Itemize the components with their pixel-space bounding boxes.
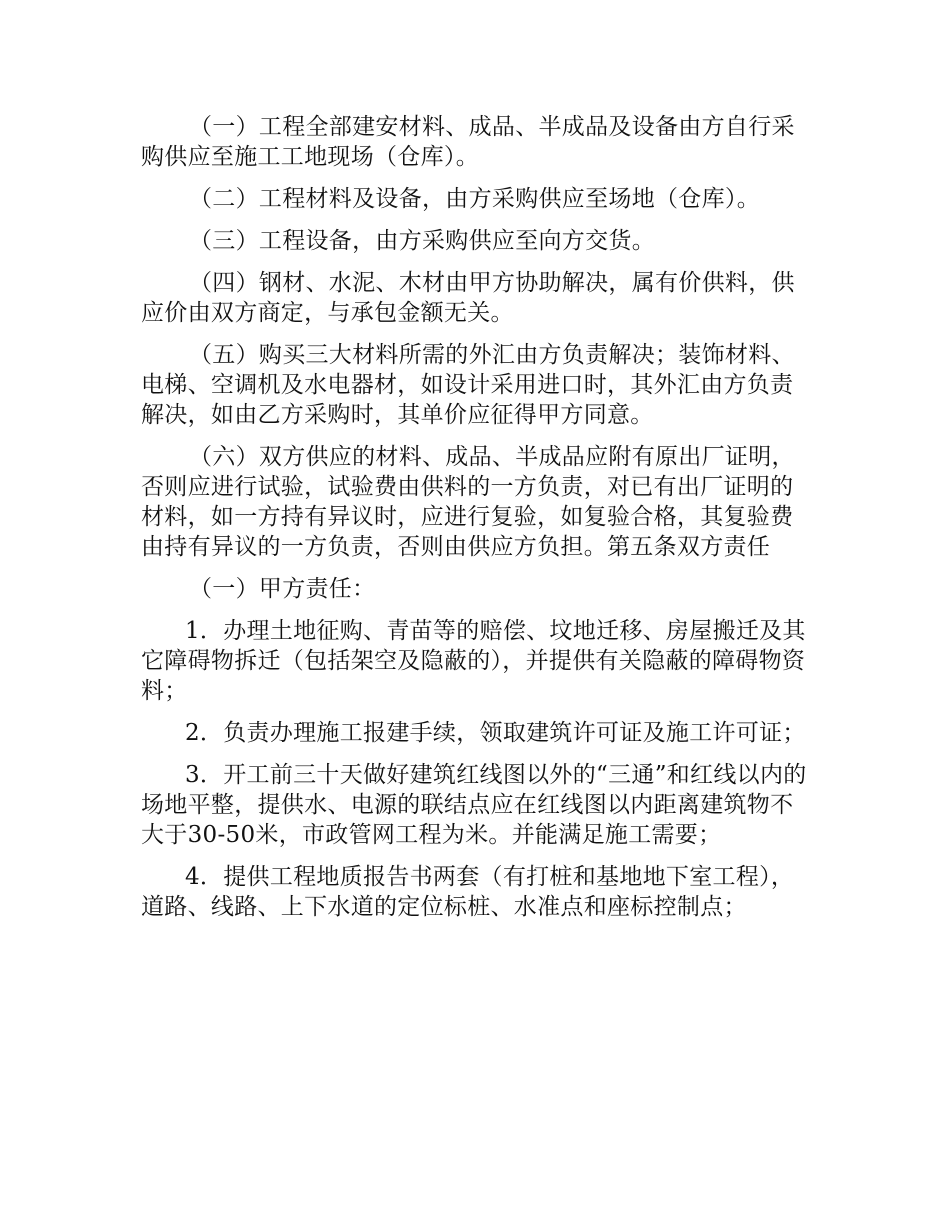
paragraph-party-a-heading: （一）甲方责任： — [189, 576, 376, 602]
paragraph-item-3: 3．开工前三十天做好建筑红线图以外的“三通”和红线以内的场地平整，提供水、电源的联结点应在红线图以内距离建筑物不大于30-50米，市政管网工程为米。并能满足施工需要； — [141, 762, 807, 848]
paragraph-materials-2: （二）工程材料及设备，由方采购供应至场地（仓库）。 — [189, 186, 760, 212]
paragraph-materials-6: （六）双方供应的材料、成品、半成品应附有原出厂证明，否则应进行试验，试验费由供料的一方负责，对已有出厂证明的材料，如一方持有异议时，应进行复验，如复验合格，其复验费由持有异议的一方负责，否则由供应方负担。第五条双方责任 — [141, 444, 795, 560]
paragraph-item-2: 2．负责办理施工报建手续，领取建筑许可证及施工许可证； — [185, 720, 806, 746]
paragraph-item-4: 4．提供工程地质报告书两套（有打桩和基地地下室工程），道路、线路、上下水道的定位标桩、水准点和座标控制点； — [141, 864, 795, 920]
paragraph-materials-1: （一）工程全部建安材料、成品、半成品及设备由方自行采购供应至施工工地现场（仓库）。 — [141, 114, 795, 170]
paragraph-materials-4: （四）钢材、水泥、木材由甲方协助解决，属有价供料，供应价由双方商定，与承包金额无关。 — [141, 270, 795, 326]
paragraph-item-1: 1．办理土地征购、青苗等的赔偿、坟地迁移、房屋搬迁及其它障碍物拆迁（包括架空及隐蔽的），并提供有关隐蔽的障碍物资料； — [141, 618, 806, 704]
document-body — [141, 112, 813, 934]
paragraph-materials-3: （三）工程设备，由方采购供应至向方交货。 — [189, 228, 655, 254]
paragraph-materials-5: （五）购买三大材料所需的外汇由方负责解决；装饰材料、电梯、空调机及水电器材，如设计采用进口时，其外汇由方负责解决，如由乙方采购时，其单价应征得甲方同意。 — [141, 342, 795, 428]
